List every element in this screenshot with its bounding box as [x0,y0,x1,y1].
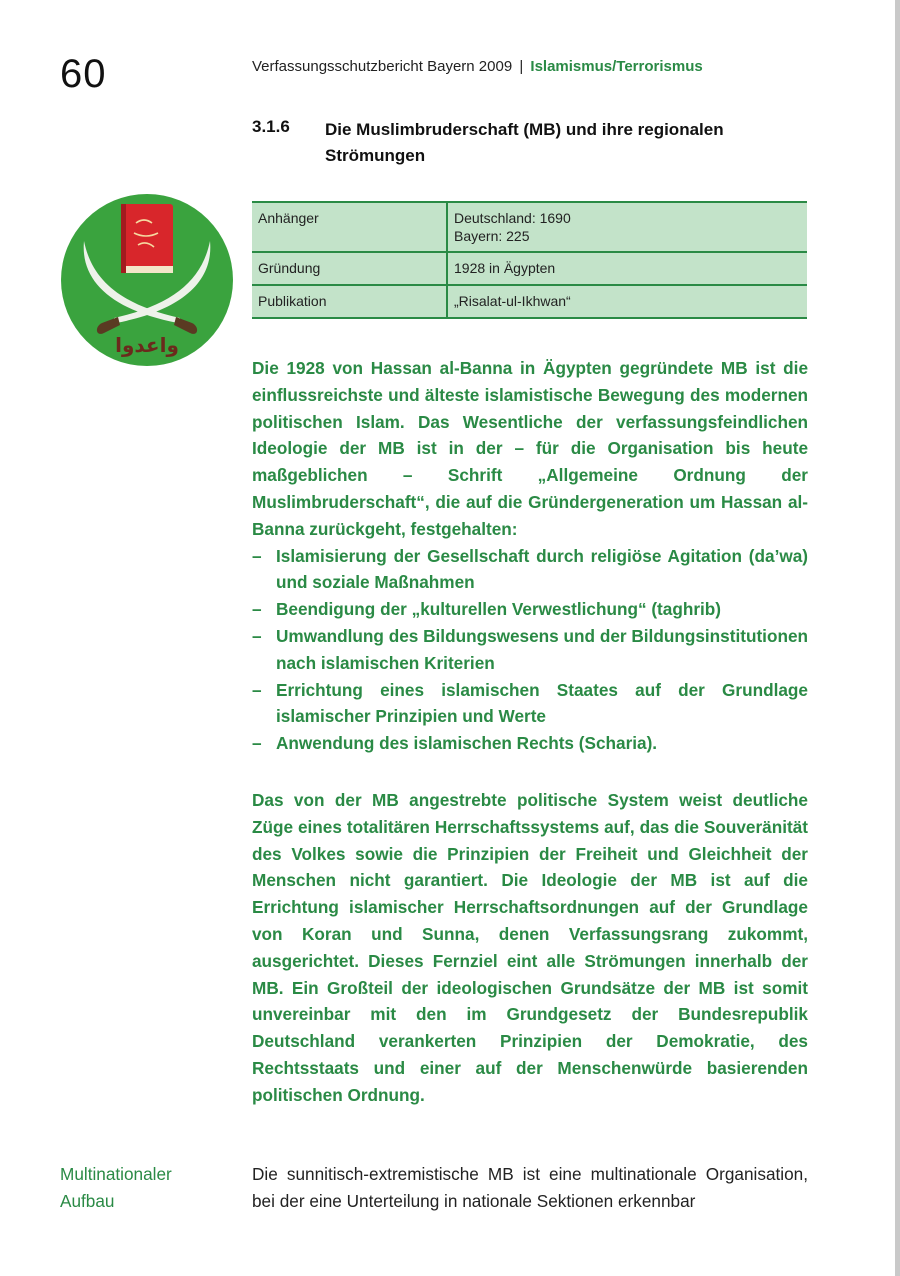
bullet-dash: – [252,545,262,566]
facts-value-line: Bayern: 225 [454,228,530,244]
facts-value-line: Deutschland: 1690 [454,210,571,226]
lead-paragraph-text: Die 1928 von Hassan al-Banna in Ägypten gegründete MB ist die einflussreichste und älteste islamistische Bewegung des modernen politischen Islam. Das Wesentliche der verfassungsfeindlichen Ideologie der MB ist in der – für die Organisation bis heute maßgeblichen – Schrift „Allgemeine Ordnung der Muslimbruderschaft“, die auf die Gründergeneration um Hassan al-Banna zurückgeht, festgehalten: [252,358,808,539]
page-edge-divider [895,0,900,1276]
list-item-text: Errichtung eines islamischen Staates auf der Grundlage islamischer Prinzipien und Werte [276,679,808,727]
list-item [252,543,808,597]
margin-label [60,1161,240,1215]
list-item-text: Anwendung des islamischen Rechts (Scharia). [276,733,658,754]
facts-value [447,285,807,318]
lead-paragraph [252,355,808,757]
list-item-text: Islamisierung der Gesellschaft durch religiöse Agitation (da’wa) und soziale Maßnahmen [276,545,808,593]
margin-label-line1: Multinationaler [60,1164,172,1184]
section-title: Islamismus/Terrorismus [530,58,703,75]
second-paragraph [252,787,808,1109]
bullet-dash: – [252,599,262,620]
emblem-script: واعدوا [115,333,179,357]
margin-label-line2: Aufbau [60,1191,115,1211]
facts-table [252,201,807,319]
page-number: 60 [60,52,107,96]
book-pages [121,266,173,273]
facts-label: Anhänger [252,202,447,252]
section-number: 3.1.6 [252,117,290,136]
publication-title: Verfassungsschutzbericht Bayern 2009 [252,58,513,75]
facts-row [252,285,807,318]
book-spine [121,204,126,273]
list-item [252,596,808,623]
list-item [252,677,808,731]
facts-label: Publikation [252,285,447,318]
facts-row [252,202,807,252]
running-head [252,58,703,75]
section-heading-title: Die Muslimbruderschaft (MB) und ihre regionalen Strömungen [325,120,724,165]
quran-book [121,204,173,272]
facts-value-line: 1928 in Ägypten [454,260,556,276]
facts-row [252,252,807,285]
facts-value [447,252,807,285]
list-item-text: Beendigung der „kulturellen Verwestlichung“ (taghrib) [276,599,722,620]
list-item [252,623,808,677]
facts-value-line: „Risalat-ul-Ikhwan“ [454,293,571,309]
second-paragraph-text: Das von der MB angestrebte politische System weist deutliche Züge eines totalitären Herrschaftssystems auf, das die Souveränität des Volkes sowie die Prinzipien der Freiheit und Gleichheit der Menschen nicht garantiert. Die Ideologie der MB ist auf die Errichtung islamischer Herrschaftsordnungen auf der Grundlage von Koran und Sunna, denen Verfassungsrang zukommt, ausgerichtet. Dieses Fernziel eint alle Strömungen innerhalb der MB. Ein Großteil der ideologischen Grundsätze der MB ist somit unvereinbar mit den im Grundgesetz der Bundesrepublik Deutschland verankerten Prinzipien der Demokratie, des Rechtsstaats und einer auf der Menschenwürde basierenden politischen Ordnung. [252,790,808,1105]
facts-label: Gründung [252,252,447,285]
muslim-brotherhood-emblem-icon [60,193,234,367]
bullet-dash: – [252,679,262,700]
goals-list [252,543,808,757]
list-item-text: Umwandlung des Bildungswesens und der Bildungsinstitutionen nach islamischen Kriterien [276,625,808,673]
body-paragraph-text: Die sunnitisch-extremistische MB ist eine multinationale Organisation, bei der eine Unterteilung in nationale Sektionen erkennbar [252,1164,808,1211]
bullet-dash: – [252,733,262,754]
facts-value [447,202,807,252]
body-paragraph [252,1161,808,1215]
bullet-dash: – [252,625,262,646]
list-item [252,730,808,757]
running-head-separator: | [519,58,524,75]
